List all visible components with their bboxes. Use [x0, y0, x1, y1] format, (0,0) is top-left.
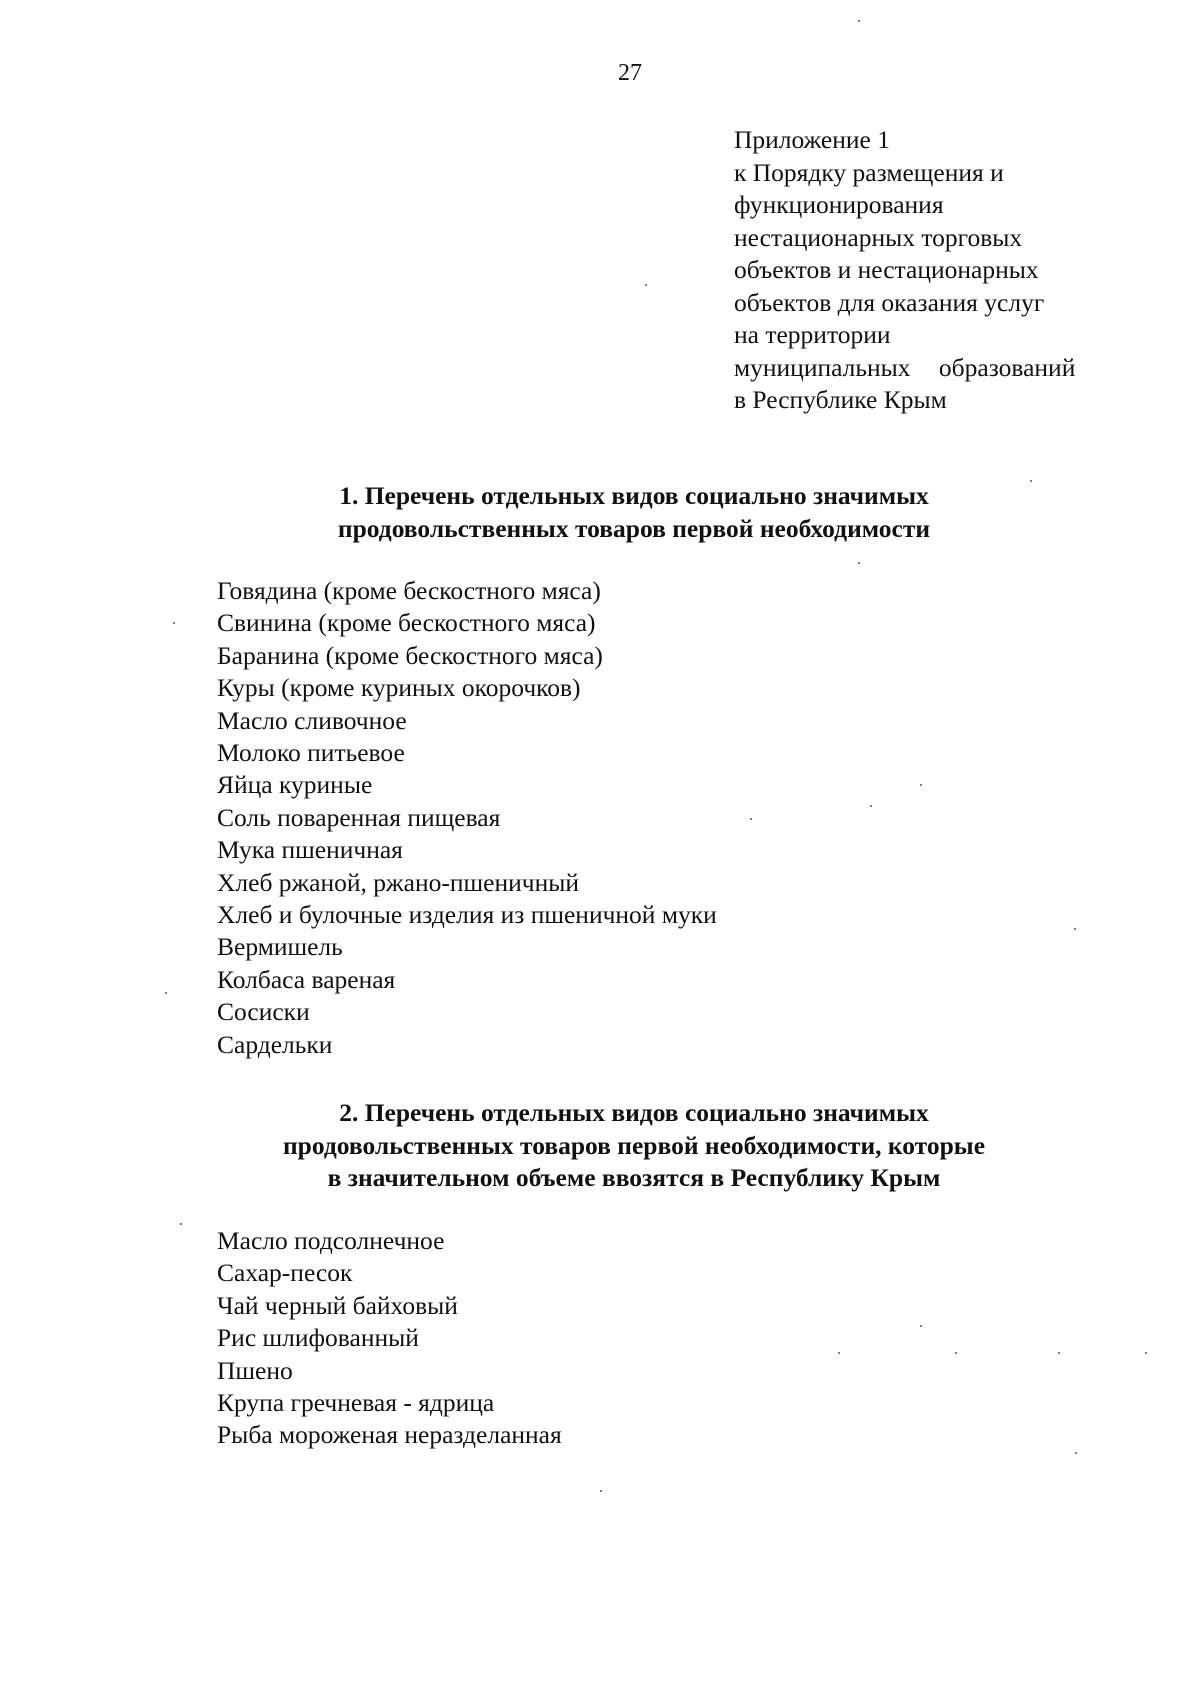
list-item: Масло сливочное — [217, 705, 407, 735]
appendix-line: Приложение 1 — [734, 125, 890, 154]
scan-speck — [858, 20, 860, 22]
scan-speck — [858, 562, 860, 564]
scan-speck — [920, 1325, 922, 1327]
appendix-line: функционирования — [734, 190, 944, 219]
list-item: Крупа гречневая - ядрица — [217, 1388, 495, 1418]
appendix-line: муниципальных образований — [734, 352, 1076, 382]
appendix-line: объектов для оказания услуг — [734, 287, 1045, 317]
list-item: Вермишель — [217, 932, 343, 962]
list-item: Говядина (кроме бескостного мяса) — [217, 576, 601, 605]
list-item: Сахар-песок — [217, 1258, 353, 1288]
list-item: Свинина (кроме бескостного мяса) — [217, 608, 596, 638]
list-item: Куры (кроме куриных окорочков) — [217, 673, 581, 703]
scan-speck — [645, 284, 647, 286]
scan-speck — [1030, 480, 1032, 482]
list-item: Масло подсолнечное — [217, 1226, 445, 1255]
list-item: Сардельки — [217, 1029, 333, 1059]
scan-speck — [838, 1352, 840, 1354]
appendix-line: объектов и нестационарных — [734, 255, 1039, 284]
appendix-line: на территории — [734, 320, 891, 349]
list-item: Сосиски — [217, 997, 310, 1027]
appendix-line: нестационарных торговых — [734, 222, 1023, 252]
scan-speck — [1058, 1352, 1060, 1354]
list-item: Мука пшеничная — [217, 835, 403, 865]
section-1-heading — [0, 480, 1200, 545]
list-item: Колбаса вареная — [217, 964, 396, 994]
heading-line: 1. Перечень отдельных видов социально значимых — [339, 481, 929, 510]
list-item: Пшено — [217, 1355, 293, 1385]
section-2-list — [217, 1225, 562, 1452]
list-item: Баранина (кроме бескостного мяса) — [217, 640, 603, 670]
list-item: Чай черный байховый — [217, 1290, 458, 1320]
list-item: Хлеб ржаной, ржано-пшеничный — [217, 867, 580, 897]
heading-line: 2. Перечень отдельных видов социально значимых — [339, 1098, 929, 1127]
appendix-line: в Республике Крым — [734, 385, 947, 414]
scan-speck — [600, 1490, 602, 1492]
heading-line: продовольственных товаров первой необходимости, которые — [282, 1130, 986, 1160]
scan-speck — [920, 784, 922, 786]
scan-speck — [870, 805, 872, 807]
scan-speck — [1145, 1352, 1147, 1354]
appendix-reference — [734, 124, 1114, 417]
section-1-list — [217, 575, 717, 1061]
scan-speck — [180, 1223, 182, 1225]
heading-line: продовольственных товаров первой необходимости — [337, 513, 931, 543]
list-item: Соль поваренная пищевая — [217, 802, 501, 832]
scan-speck — [955, 1352, 957, 1354]
list-item: Хлеб и булочные изделия из пшеничной муки — [217, 900, 717, 930]
scan-speck — [1074, 928, 1076, 930]
scan-speck — [750, 818, 752, 820]
list-item: Молоко питьевое — [217, 738, 405, 768]
section-2-heading — [0, 1097, 1200, 1195]
scan-speck — [173, 622, 175, 624]
list-item: Рыба мороженая неразделанная — [217, 1420, 562, 1450]
heading-line: в значительном объеме ввозятся в Республику Крым — [327, 1163, 941, 1192]
scan-speck — [165, 992, 167, 994]
page-number: 27 — [618, 60, 642, 86]
scan-speck — [1075, 1452, 1077, 1454]
list-item: Яйца куриные — [217, 770, 373, 800]
list-item: Рис шлифованный — [217, 1323, 419, 1353]
appendix-line: к Порядку размещения и — [734, 157, 1004, 187]
